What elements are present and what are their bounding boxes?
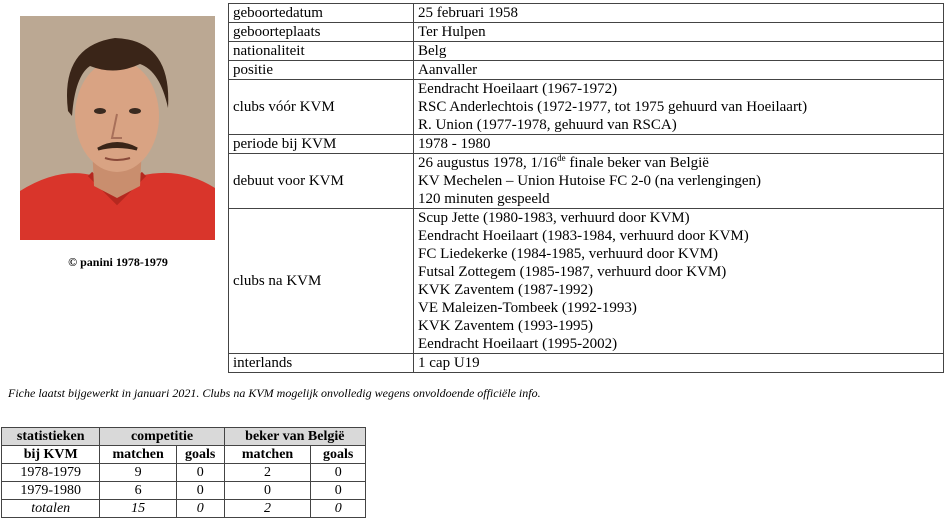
info-value xyxy=(414,42,944,61)
info-line: 25 februari 1958 xyxy=(418,5,518,21)
info-value xyxy=(414,154,944,209)
info-line: Belg xyxy=(418,43,447,59)
stats-totals-row xyxy=(2,500,366,518)
info-line: Eendracht Hoeilaart (1983-1984, verhuurd door KVM) xyxy=(418,228,749,244)
stats-cell: 6 xyxy=(100,482,176,500)
stats-group-competition: competitie xyxy=(100,428,224,446)
info-row-position xyxy=(229,61,944,80)
info-row-birthplace xyxy=(229,23,944,42)
info-label: geboortedatum xyxy=(229,4,414,23)
stats-subheader: goals xyxy=(176,446,224,464)
info-line: KVK Zaventem (1993-1995) xyxy=(418,318,593,334)
player-portrait-illustration xyxy=(20,16,215,240)
info-row-clubs-after xyxy=(229,209,944,354)
info-row-nationality xyxy=(229,42,944,61)
info-value xyxy=(414,23,944,42)
info-value xyxy=(414,4,944,23)
stats-season: 1978-1979 xyxy=(2,464,100,482)
info-label: clubs vóór KVM xyxy=(229,80,414,135)
info-label: clubs na KVM xyxy=(229,209,414,354)
stats-subheader: goals xyxy=(311,446,366,464)
info-row-birthdate xyxy=(229,4,944,23)
info-label: debuut voor KVM xyxy=(229,154,414,209)
photo-cell xyxy=(0,0,228,380)
info-value xyxy=(414,61,944,80)
stats-table xyxy=(1,427,366,518)
stats-cell: 0 xyxy=(176,464,224,482)
info-line: 1978 - 1980 xyxy=(418,136,491,152)
update-note: Fiche laatst bijgewerkt in januari 2021. Clubs na KVM mogelijk onvolledig wegens onvoldoende officiële info. xyxy=(8,386,541,400)
info-line: Aanvaller xyxy=(418,62,478,78)
stats-cell: 0 xyxy=(224,482,311,500)
stats-cell: 0 xyxy=(176,500,224,518)
info-value xyxy=(414,135,944,154)
stats-totals-label: totalen xyxy=(2,500,100,518)
stats-cell: 15 xyxy=(100,500,176,518)
info-value xyxy=(414,209,944,354)
info-line: Futsal Zottegem (1985-1987, verhuurd door KVM) xyxy=(418,264,727,280)
stats-cell: 2 xyxy=(224,500,311,518)
stats-cell: 9 xyxy=(100,464,176,482)
info-line: Ter Hulpen xyxy=(418,24,486,40)
info-line: 120 minuten gespeeld xyxy=(418,191,550,207)
stats-header-row xyxy=(2,428,366,446)
info-line: VE Maleizen-Tombeek (1992-1993) xyxy=(418,300,637,316)
info-line: 1 cap U19 xyxy=(418,355,480,371)
info-label: interlands xyxy=(229,354,414,373)
info-label: periode bij KVM xyxy=(229,135,414,154)
debut-superscript: de xyxy=(557,153,566,163)
stats-subheader-row xyxy=(2,446,366,464)
stats-cell: 0 xyxy=(311,464,366,482)
info-line xyxy=(418,154,939,172)
stats-subheader: matchen xyxy=(100,446,176,464)
debut-date: 26 augustus 1978, 1/16 xyxy=(418,155,558,171)
stats-cell: 0 xyxy=(311,500,366,518)
stats-corner-bottom: bij KVM xyxy=(2,446,100,464)
info-line: R. Union (1977-1978, gehuurd van RSCA) xyxy=(418,117,677,133)
info-label: geboorteplaats xyxy=(229,23,414,42)
info-value xyxy=(414,80,944,135)
info-label: positie xyxy=(229,61,414,80)
player-info-table xyxy=(228,3,944,373)
stats-group-cup: beker van België xyxy=(224,428,365,446)
stats-subheader: matchen xyxy=(224,446,311,464)
info-line: KVK Zaventem (1987-1992) xyxy=(418,282,593,298)
info-value xyxy=(414,354,944,373)
debut-competition: finale beker van België xyxy=(565,155,709,171)
info-row-debut xyxy=(229,154,944,209)
info-line: FC Liedekerke (1984-1985, verhuurd door KVM) xyxy=(418,246,718,262)
stats-season: 1979-1980 xyxy=(2,482,100,500)
info-line: Eendracht Hoeilaart (1995-2002) xyxy=(418,336,618,352)
photo-credit: © panini 1978-1979 xyxy=(68,255,168,269)
stats-cell: 0 xyxy=(176,482,224,500)
info-line: KV Mechelen – Union Hutoise FC 2-0 (na verlengingen) xyxy=(418,173,761,189)
stats-row xyxy=(2,482,366,500)
stats-cell: 2 xyxy=(224,464,311,482)
player-photo xyxy=(20,16,215,240)
stats-row xyxy=(2,464,366,482)
info-row-clubs-before xyxy=(229,80,944,135)
info-row-period xyxy=(229,135,944,154)
info-row-caps xyxy=(229,354,944,373)
info-line: Eendracht Hoeilaart (1967-1972) xyxy=(418,81,618,97)
stats-corner-top: statistieken xyxy=(2,428,100,446)
info-line: RSC Anderlechtois (1972-1977, tot 1975 gehuurd van Hoeilaart) xyxy=(418,99,808,115)
stats-cell: 0 xyxy=(311,482,366,500)
info-line: Scup Jette (1980-1983, verhuurd door KVM) xyxy=(418,210,690,226)
info-label: nationaliteit xyxy=(229,42,414,61)
